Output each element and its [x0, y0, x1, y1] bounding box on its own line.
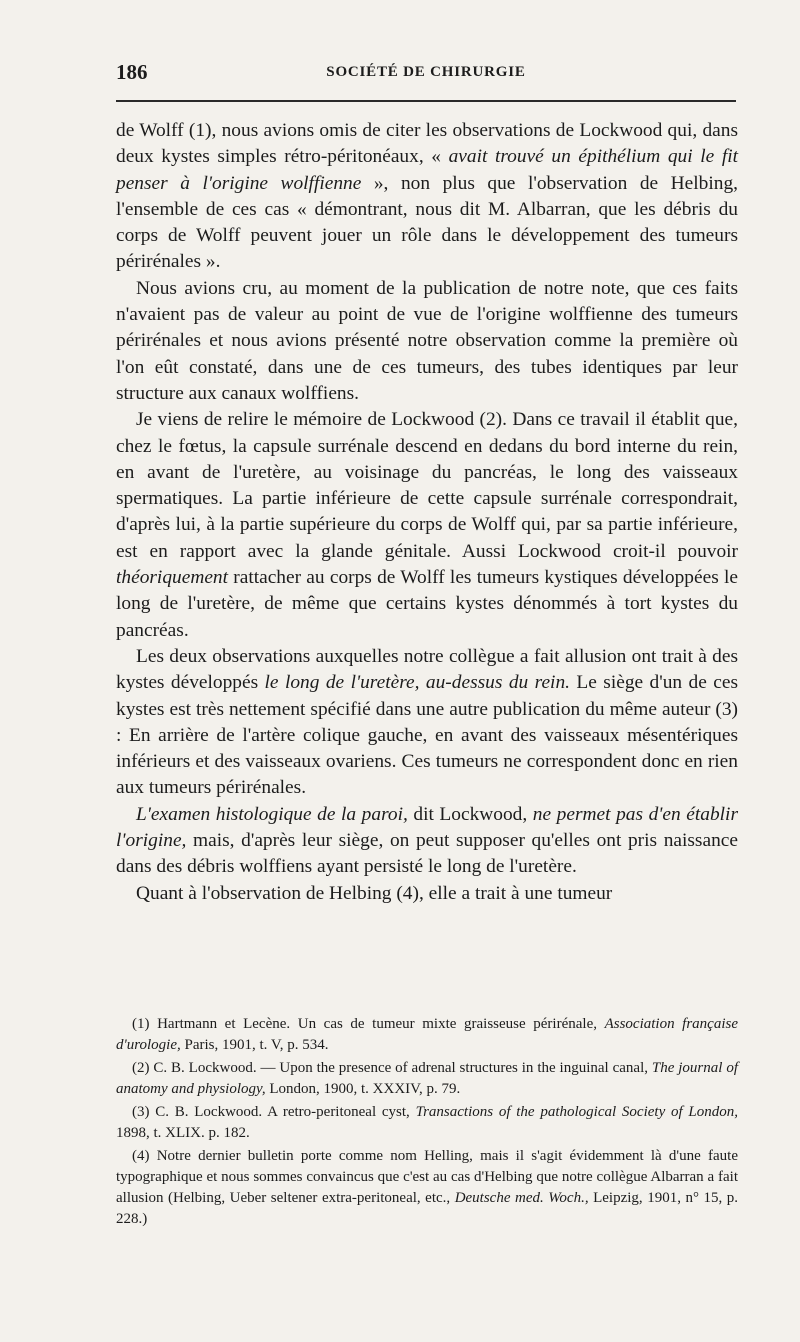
paragraph-3: Je viens de relire le mémoire de Lockwood (2). Dans ce travail il établit que, chez le fœtus, la capsule surrénale descend en dedans du bord interne du rein, en avant de l'uretère, au voisinage du pancréas, le long des vaisseaux spermatiques. La partie inférieure de cette capsule surrénale correspondrait, d'après lui, à la partie supérieure du corps de Wolff qui, par sa partie inférieure, est en rapport avec la glande génitale. Aussi Lockwood croit-il pouvoir théoriquement rattacher au corps de Wolff les tumeurs kystiques développées le long de l'uretère, de même que certains kystes dénommés à tort kystes du pancréas.	[116, 409, 738, 641]
running-title: SOCIÉTÉ DE CHIRURGIE	[326, 64, 526, 80]
footnote-2: (2) C. B. Lockwood. — Upon the presence of adrenal structures in the inguinal canal, The journal of anatomy and physiology, London, 1900, t. XXXIV, p. 79.	[116, 1060, 738, 1097]
footnote-4: (4) Notre dernier bulletin porte comme nom Helling, mais il s'agit évidemment là d'une faute typographique et nous sommes convaincus que c'est au cas d'Helbing que notre collègue Albarran a fait allusion (Helbing, Ueber seltener extra-peritoneal, etc., Deutsche med. Woch., Leipzig, 1901, n° 15, p. 228.)	[116, 1148, 739, 1227]
page-header	[116, 60, 736, 90]
page-number: 186	[116, 60, 148, 84]
footnotes	[116, 1014, 738, 1232]
paragraph-5: L'examen histologique de la paroi, dit Lockwood, ne permet pas d'en établir l'origine, mais, d'après leur siège, on peut supposer qu'elles ont pris naissance dans des débris wolffiens ayant persisté le long de l'uretère.	[116, 803, 738, 878]
footnote-1: (1) Hartmann et Lecène. Un cas de tumeur mixte graisseuse périrénale, Association française d'urologie, Paris, 1901, t. V, p. 534.	[116, 1016, 738, 1053]
paragraph-6: Quant à l'observation de Helbing (4), elle a trait à une tumeur	[136, 882, 613, 904]
paragraph-2: Nous avions cru, au moment de la publication de notre note, que ces faits n'avaient pas de valeur au point de vue de l'origine wolffienne des tumeurs périrénales et nous avions présenté notre observation comme la première où l'on eût constaté, dans une de ces tumeurs, des tubes identiques par leur structure aux canaux wolffiens.	[116, 277, 738, 404]
paragraph-4: Les deux observations auxquelles notre collègue a fait allusion ont trait à des kystes développés le long de l'uretère, au-dessus du rein. Le siège d'un de ces kystes est très nettement spécifié dans une autre publication du même auteur (3) : En arrière de l'artère colique gauche, en avant des vaisseaux mésentériques inférieurs et des vaisseaux ovariens. Ces tumeurs ne correspondent donc en rien aux tumeurs périrénales.	[116, 645, 739, 799]
body-text	[116, 118, 738, 907]
footnote-3: (3) C. B. Lockwood. A retro-peritoneal cyst, Transactions of the pathological Society of London, 1898, t. XLIX. p. 182.	[116, 1104, 738, 1141]
paragraph-1: de Wolff (1), nous avions omis de citer les observations de Lockwood qui, dans deux kystes simples rétro-péritonéaux, « avait trouvé un épithélium qui le fit penser à l'origine wolffienne », non plus que l'observation de Helbing, l'ensemble de ces cas « démontrant, nous dit M. Albarran, que les débris du corps de Wolff peuvent jouer un rôle dans le développement des tumeurs périrénales ».	[116, 120, 738, 273]
header-rule	[116, 100, 736, 102]
